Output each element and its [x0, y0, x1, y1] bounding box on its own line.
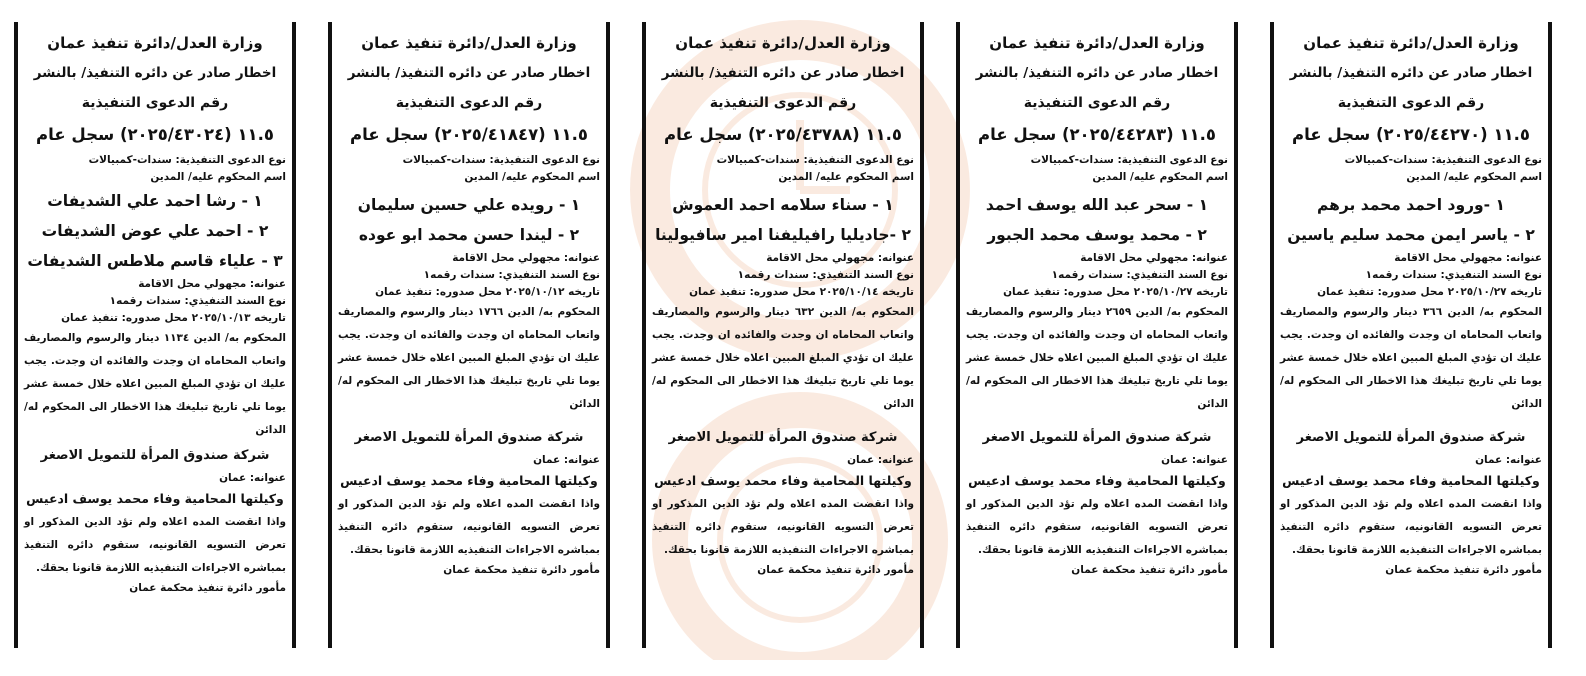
- notice-address: عنوانه: مجهولي محل الاقامة: [1394, 252, 1542, 264]
- notice-signature: مأمور دائرة تنفيذ محكمة عمان: [129, 582, 286, 594]
- notice-warning: واذا انقضت المده اعلاه ولم تؤد الدين المذكور او تعرض التسويه القانونيه، ستقوم دائره التنفيذ بمباشره الاجراءات التنفيذيه اللازمة قانونا بحقك.: [652, 498, 914, 556]
- notice-case-label: رقم الدعوى التنفيذية: [395, 95, 543, 111]
- notice-case-number: ١١.٥ (٢٠٢٥/٤٤٢٨٣) سجل عام: [978, 125, 1216, 144]
- notice-creditor: شركة صندوق المرأة للتمويل الاصغر: [354, 430, 584, 445]
- notice-deed-date: تاريخه ٢٠٢٥/١٠/٢٧ محل صدوره: تنفيذ عمان: [1317, 286, 1542, 298]
- notice-creditor-address: عنوانه: عمان: [1475, 454, 1542, 466]
- notice-deed-type: نوع السند التنفيذي: سندات رقمه١: [1051, 269, 1228, 281]
- notice-creditor: شركة صندوق المرأة للتمويل الاصغر: [1296, 430, 1526, 445]
- notice-lawyer: وكيلتها المحامية وفاء محمد يوسف ادعيس: [1282, 473, 1540, 488]
- notice-ministry-title: وزارة العدل/دائرة تنفيذ عمان: [675, 34, 891, 52]
- notice-case-number: ١١.٥ (٢٠٢٥/٤٣٧٨٨) سجل عام: [664, 125, 902, 144]
- notice-creditor: شركة صندوق المرأة للتمويل الاصغر: [668, 430, 898, 445]
- notice-creditor-address: عنوانه: عمان: [219, 472, 286, 484]
- notice-case-number: ١١.٥ (٢٠٢٥/٤٤٢٧٠) سجل عام: [1292, 125, 1530, 144]
- notice-body: المحكوم به/ الدين ٢٦٥٩ دينار والرسوم والمصاريف واتعاب المحاماه ان وجدت والفائده ان وجدت. يجب عليك ان تؤدي المبلغ المبين اعلاه خلال خمسة عشر يوما تلي تاريخ تبليغك هذا الاخطار الى المحكوم له/ الدائن: [966, 306, 1228, 410]
- notice-case-label: رقم الدعوى التنفيذية: [709, 95, 857, 111]
- notice-case-label: رقم الدعوى التنفيذية: [81, 95, 229, 111]
- notice-lawyer: وكيلتها المحامية وفاء محمد يوسف ادعيس: [968, 473, 1226, 488]
- notice-case-number: ١١.٥ (٢٠٢٥/٤١٨٤٧) سجل عام: [350, 125, 588, 144]
- notice-case-label: رقم الدعوى التنفيذية: [1337, 95, 1485, 111]
- notice-card: [328, 22, 610, 648]
- notice-defendant: ٢ - ياسر ايمن محمد سليم ياسين: [1287, 226, 1535, 244]
- notice-warning: واذا انقضت المده اعلاه ولم تؤد الدين المذكور او تعرض التسويه القانونيه، ستقوم دائره التنفيذ بمباشره الاجراءات التنفيذيه اللازمة قانونا بحقك.: [1280, 498, 1542, 556]
- notice-defendant: ٣ - علياء قاسم ملاطس الشديفات: [27, 252, 283, 270]
- notice-ministry-title: وزارة العدل/دائرة تنفيذ عمان: [361, 34, 577, 52]
- notice-defendant: ١ - سحر عبد الله يوسف احمد: [985, 196, 1209, 214]
- notice-address: عنوانه: مجهولي محل الاقامة: [452, 252, 600, 264]
- notice-warning: واذا انقضت المده اعلاه ولم تؤد الدين المذكور او تعرض التسويه القانونيه، ستقوم دائره التنفيذ بمباشره الاجراءات التنفيذيه اللازمة قانونا بحقك.: [338, 498, 600, 556]
- notice-defendant: ٢ - ليندا حسن محمد ابو عوده: [358, 226, 580, 244]
- notice-signature: مأمور دائرة تنفيذ محكمة عمان: [1071, 564, 1228, 576]
- notice-body: المحكوم به/ الدين ٦٣٢ دينار والرسوم والمصاريف واتعاب المحاماه ان وجدت والفائده ان وجدت. يجب عليك ان تؤدي المبلغ المبين اعلاه خلال خمسة عشر يوما تلي تاريخ تبليغك هذا الاخطار الى المحكوم له/ الدائن: [652, 306, 914, 410]
- notice-creditor-address: عنوانه: عمان: [847, 454, 914, 466]
- notice-address: عنوانه: مجهولي محل الاقامة: [766, 252, 914, 264]
- notice-deed-type: نوع السند التنفيذي: سندات رقمه١: [109, 295, 286, 307]
- notice-deed-type: نوع السند التنفيذي: سندات رقمه١: [737, 269, 914, 281]
- notice-creditor-address: عنوانه: عمان: [533, 454, 600, 466]
- notice-body: المحكوم به/ الدين ١٧٦٦ دينار والرسوم والمصاريف واتعاب المحاماه ان وجدت والفائده ان وجدت. يجب عليك ان تؤدي المبلغ المبين اعلاه خلال خمسة عشر يوما تلي تاريخ تبليغك هذا الاخطار الى المحكوم له/ الدائن: [338, 306, 600, 410]
- notice-ministry-title: وزارة العدل/دائرة تنفيذ عمان: [1303, 34, 1519, 52]
- notice-deed-date: تاريخه ٢٠٢٥/١٠/١٢ محل صدوره: تنفيذ عمان: [375, 286, 600, 298]
- notice-card: [1270, 22, 1552, 648]
- notice-defendant-label: اسم المحكوم عليه/ المدين: [778, 171, 914, 183]
- notice-creditor-address: عنوانه: عمان: [1161, 454, 1228, 466]
- notice-defendant-label: اسم المحكوم عليه/ المدين: [464, 171, 600, 183]
- notice-address: عنوانه: مجهولي محل الاقامة: [138, 278, 286, 290]
- notice-subtitle: اخطار صادر عن دائره التنفيذ/ بالنشر: [661, 65, 905, 81]
- notice-defendant: ١ - رشا احمد علي الشديفات: [47, 192, 263, 210]
- notice-body: المحكوم به/ الدين ١١٣٤ دينار والرسوم والمصاريف واتعاب المحاماه ان وجدت والفائده ان وجدت. يجب عليك ان تؤدي المبلغ المبين اعلاه خلال خمسة عشر يوما تلي تاريخ تبليغك هذا الاخطار الى المحكوم له/ الدائن: [24, 332, 286, 436]
- notice-defendant-label: اسم المحكوم عليه/ المدين: [1092, 171, 1228, 183]
- notice-lawyer: وكيلتها المحامية وفاء محمد يوسف ادعيس: [654, 473, 912, 488]
- notice-card: [14, 22, 296, 648]
- notice-defendant-label: اسم المحكوم عليه/ المدين: [1406, 171, 1542, 183]
- notice-defendant: ١ - رويده علي حسين سليمان: [357, 196, 581, 214]
- notice-signature: مأمور دائرة تنفيذ محكمة عمان: [757, 564, 914, 576]
- notice-deed-type: نوع السند التنفيذي: سندات رقمه١: [1365, 269, 1542, 281]
- notice-subtitle: اخطار صادر عن دائره التنفيذ/ بالنشر: [975, 65, 1219, 81]
- notice-signature: مأمور دائرة تنفيذ محكمة عمان: [443, 564, 600, 576]
- notice-case-type: نوع الدعوى التنفيذية: سندات-كمبيالات: [716, 154, 914, 166]
- notice-card: [956, 22, 1238, 648]
- notice-deed-date: تاريخه ٢٠٢٥/١٠/٢٧ محل صدوره: تنفيذ عمان: [1003, 286, 1228, 298]
- notice-ministry-title: وزارة العدل/دائرة تنفيذ عمان: [47, 34, 263, 52]
- notice-lawyer: وكيلتها المحامية وفاء محمد يوسف ادعيس: [340, 473, 598, 488]
- notice-ministry-title: وزارة العدل/دائرة تنفيذ عمان: [989, 34, 1205, 52]
- notice-lawyer: وكيلتها المحامية وفاء محمد يوسف ادعيس: [26, 491, 284, 506]
- notice-case-type: نوع الدعوى التنفيذية: سندات-كمبيالات: [1030, 154, 1228, 166]
- notice-defendant: ٢ -جاديليا رافيليفنا امير سافيولينا: [655, 226, 911, 244]
- notice-signature: مأمور دائرة تنفيذ محكمة عمان: [1385, 564, 1542, 576]
- notice-subtitle: اخطار صادر عن دائره التنفيذ/ بالنشر: [1289, 65, 1533, 81]
- notice-case-number: ١١.٥ (٢٠٢٥/٤٣٠٢٤) سجل عام: [36, 125, 274, 144]
- notice-case-type: نوع الدعوى التنفيذية: سندات-كمبيالات: [402, 154, 600, 166]
- notice-creditor: شركة صندوق المرأة للتمويل الاصغر: [40, 448, 270, 463]
- notice-deed-date: تاريخه ٢٠٢٥/١٠/١٤ محل صدوره: تنفيذ عمان: [689, 286, 914, 298]
- notice-defendant-label: اسم المحكوم عليه/ المدين: [150, 171, 286, 183]
- notice-creditor: شركة صندوق المرأة للتمويل الاصغر: [982, 430, 1212, 445]
- notice-defendant: ١ -ورود احمد محمد برهم: [1317, 196, 1505, 214]
- notice-deed-type: نوع السند التنفيذي: سندات رقمه١: [423, 269, 600, 281]
- notice-defendant: ١ - سناء سلامه احمد العموش: [672, 196, 894, 214]
- notice-case-type: نوع الدعوى التنفيذية: سندات-كمبيالات: [88, 154, 286, 166]
- notice-subtitle: اخطار صادر عن دائره التنفيذ/ بالنشر: [347, 65, 591, 81]
- notice-case-type: نوع الدعوى التنفيذية: سندات-كمبيالات: [1344, 154, 1542, 166]
- notice-case-label: رقم الدعوى التنفيذية: [1023, 95, 1171, 111]
- notice-warning: واذا انقضت المده اعلاه ولم تؤد الدين المذكور او تعرض التسويه القانونيه، ستقوم دائره التنفيذ بمباشره الاجراءات التنفيذيه اللازمة قانونا بحقك.: [966, 498, 1228, 556]
- notice-body: المحكوم به/ الدين ٣٦٦ دينار والرسوم والمصاريف واتعاب المحاماه ان وجدت والفائده ان وجدت. يجب عليك ان تؤدي المبلغ المبين اعلاه خلال خمسة عشر يوما تلي تاريخ تبليغك هذا الاخطار الى المحكوم له/ الدائن: [1280, 306, 1542, 410]
- notice-defendant: ٢ - محمد يوسف محمد الجبور: [987, 226, 1207, 244]
- notice-address: عنوانه: مجهولي محل الاقامة: [1080, 252, 1228, 264]
- notice-card: [642, 22, 924, 648]
- notice-defendant: ٢ - احمد علي عوض الشديفات: [41, 222, 269, 240]
- notice-warning: واذا انقضت المده اعلاه ولم تؤد الدين المذكور او تعرض التسويه القانونيه، ستقوم دائره التنفيذ بمباشره الاجراءات التنفيذيه اللازمة قانونا بحقك.: [24, 516, 286, 574]
- notice-deed-date: تاريخه ٢٠٢٥/١٠/١٣ محل صدوره: تنفيذ عمان: [61, 312, 286, 324]
- notice-subtitle: اخطار صادر عن دائره التنفيذ/ بالنشر: [33, 65, 277, 81]
